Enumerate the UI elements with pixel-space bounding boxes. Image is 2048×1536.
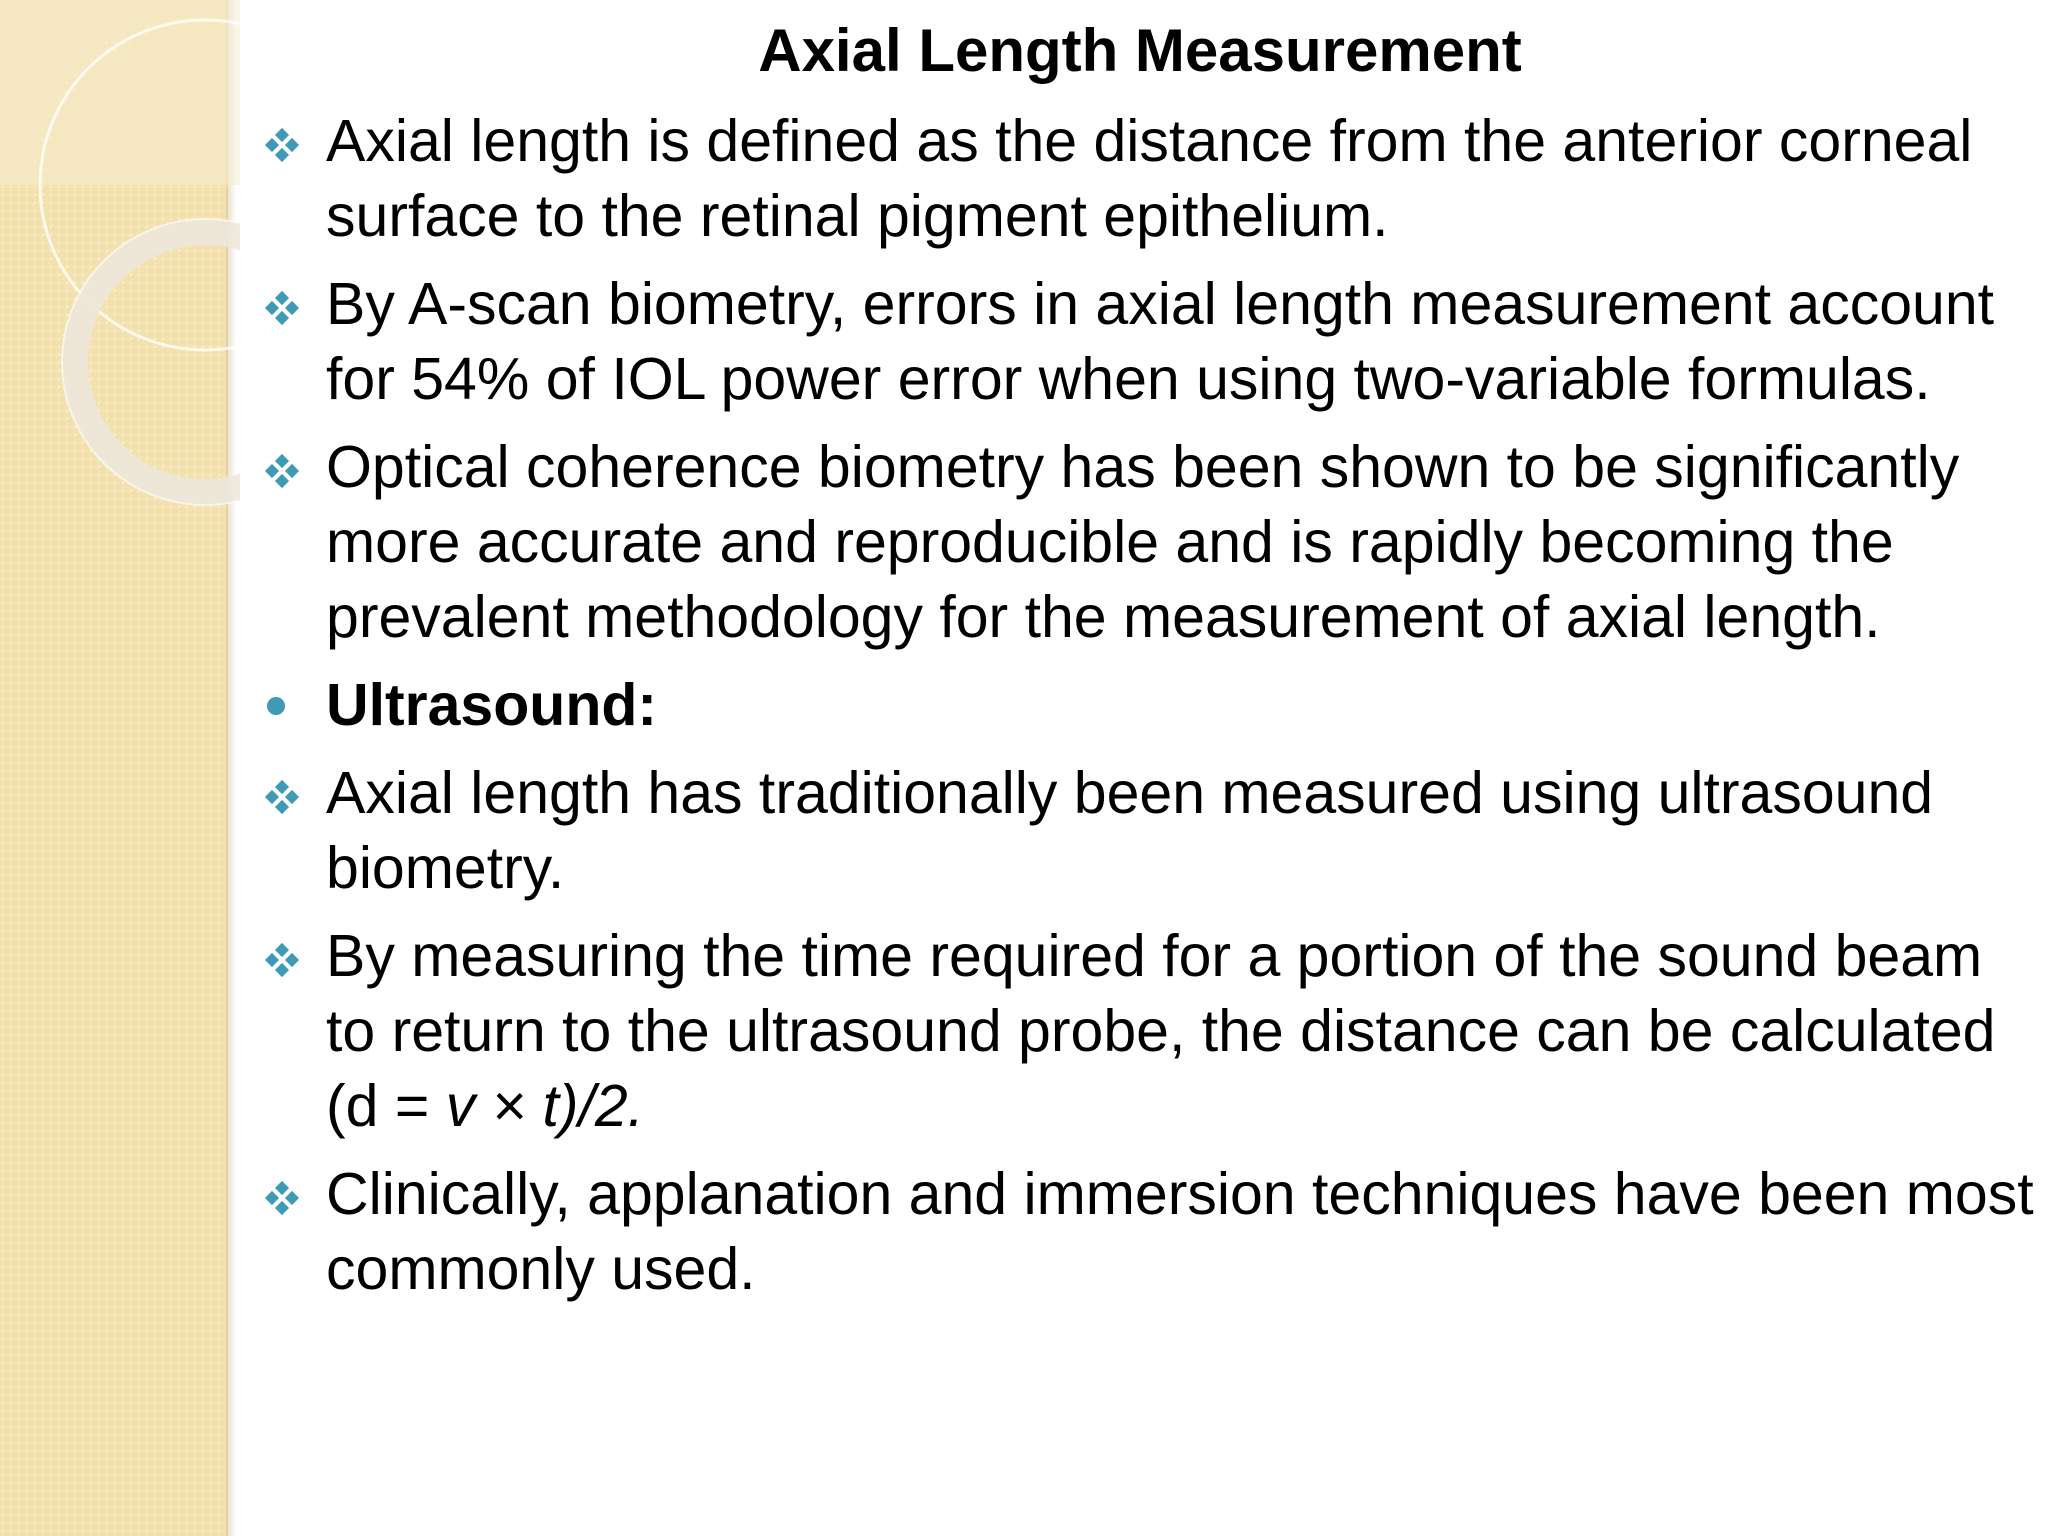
section-heading: Ultrasound: [326,672,658,738]
bullet-item-heading [250,668,2040,743]
bullet-item [250,430,2040,655]
bullet-item [250,919,2040,1144]
diamond-bullet-icon [264,942,300,978]
dot-bullet-icon [267,697,285,715]
decorative-rings [0,0,240,520]
bullet-text: Optical coherence biometry has been shown to be significantly more accurate and reproducible and is rapidly becoming the prevalent methodology for the measurement of axial length. [326,434,1960,650]
top-panel-highlight [0,0,240,185]
slide-content [250,0,2034,1536]
formula-text: v × t)/2. [445,1073,645,1139]
bullet-item [250,267,2040,417]
bullet-text: Axial length is defined as the distance from the anterior corneal surface to the retinal pigment epithelium. [326,108,1973,249]
diamond-bullet-icon [264,127,300,163]
bullet-item [250,1157,2040,1307]
diamond-bullet-icon [264,453,300,489]
bullet-item [250,756,2040,906]
thick-ring-outline [62,219,240,505]
diamond-bullet-icon [264,779,300,815]
slide-title: Axial Length Measurement [758,17,1522,84]
bullet-text: Clinically, applanation and immersion techniques have been most commonly used. [326,1161,2034,1302]
bullet-text: Axial length has traditionally been measured using ultrasound biometry. [326,760,1934,901]
bullet-list [250,104,2040,1320]
bullet-text: By A-scan biometry, errors in axial length measurement account for 54% of IOL power error when using two-variable formulas. [326,271,1995,412]
diamond-bullet-icon [264,290,300,326]
diamond-bullet-icon [264,1180,300,1216]
thick-ring [75,232,240,492]
bullet-text: By measuring the time required for a portion of the sound beam to return to the ultrasound probe, the distance can be calculated (d = [326,923,1996,1139]
bullet-item [250,104,2040,254]
